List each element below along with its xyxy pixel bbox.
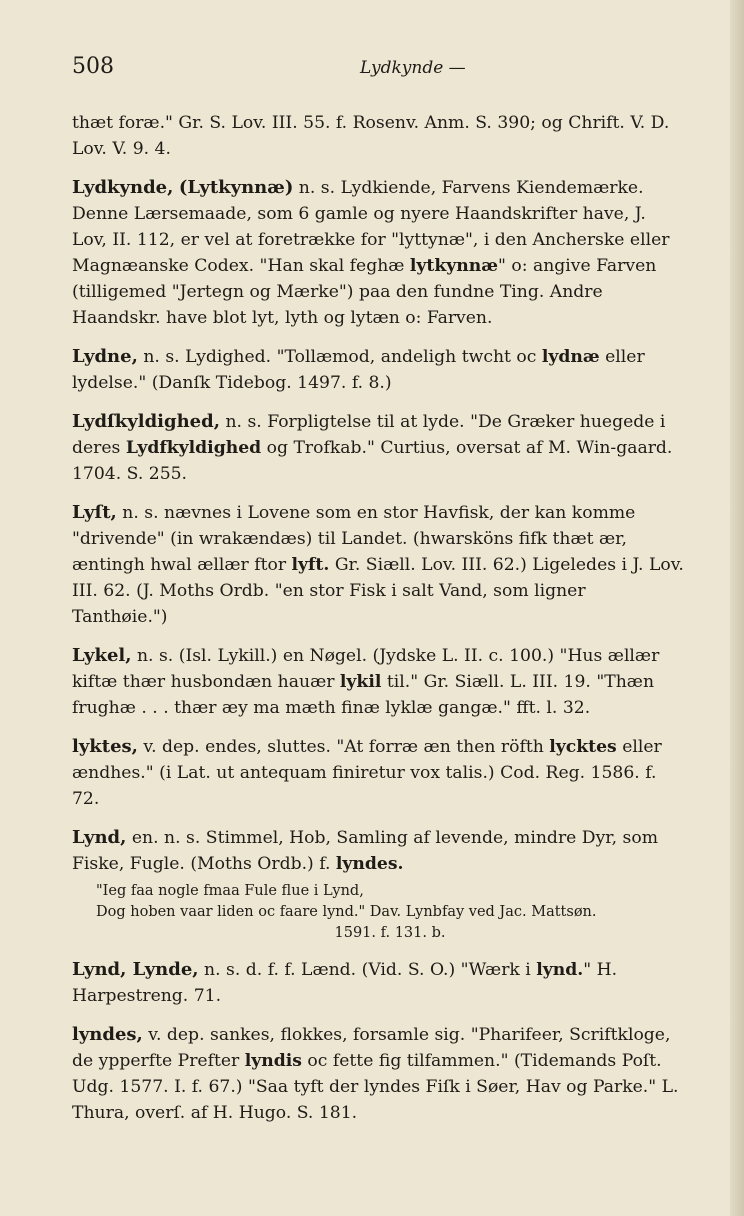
headword: Lynd, (72, 827, 127, 848)
entry-lynd: Lynd, en. n. s. Stimmel, Hob, Samling af levende, mindre Dyr, som Fiske, Fugle. (Moths Ordb.) f. lyndes. (72, 827, 658, 874)
keyword: lyft. (291, 555, 330, 575)
dictionary-column (72, 110, 684, 1139)
keyword: lyndis (244, 1051, 302, 1071)
keyword: lykil (339, 672, 382, 692)
entry-lydkynde: Lydkynde, (Lytkynnæ) n. s. Lydkiende, Farvens Kiendemærke. Denne Lærsemaade, som 6 gamle og nyere Haandskrifter have, J. Lov, II. 112, er vel at foretrække for "lyttynæ", i den Ancherske eller Magnæanske Codex. "Han skal feghæ lytkynnæ" o: angive Farven (tilligemed "Jertegn og Mærke") paa den fundne Ting. Andre Haandskr. have blot lyt, lyth og lytæn o: Farven. (72, 177, 670, 328)
quote-citation: 1591. f. 131. b. (334, 925, 446, 941)
page-edge (730, 0, 744, 1216)
page-number: 508 (72, 54, 114, 79)
page-header (72, 54, 672, 84)
headword: Lynd, Lynde, (72, 959, 199, 980)
headword: Lydkynde, (72, 177, 174, 198)
running-head: Lydkynde — (360, 58, 466, 78)
entry-continuation: thæt foræ." Gr. S. Lov. III. 55. f. Rosenv. Anm. S. 390; og Chrift. V. D. Lov. V. 9. 4. (72, 113, 670, 159)
headword-variant: (Lytkynnæ) (178, 177, 294, 198)
entry-lyst: Lyſt, n. s. nævnes i Lovene som en stor Havfisk, der kan komme "drivende" (in wrakændæs) til Landet. (hwarsköns fifk thæt ær, æntingh hwal ællær ftor lyft. Gr. Siæll. Lov. III. 62.) Ligeledes i J. Lov. III. 62. (J. Moths Ordb. "en stor Fisk i salt Vand, som ligner Tanthøie.") (72, 502, 684, 627)
quote-line: "Ieg faa nogle fmaa Fule flue i Lynd, (96, 883, 364, 899)
keyword: lytkynnæ (409, 256, 499, 276)
entry-lydskyldighed: Lydſkyldighed, n. s. Forpligtelse til at lyde. "De Græker huegede i deres Lydfkyldighed og Trofkab." Curtius, oversat af M. Win-gaard. 1704. S. 255. (72, 411, 673, 484)
headword: Lyſt, (72, 502, 117, 523)
keyword: lynd. (536, 960, 584, 980)
entry-lyktes: lyktes, v. dep. endes, sluttes. "At forræ æn then röfth lycktes eller ændhes." (i Lat. ut antequam finiretur vox talis.) Cod. Reg. 1586. f. 72. (72, 736, 662, 809)
entry-lyndes: lyndes, v. dep. sankes, flokkes, forsamle sig. "Pharifeer, Scriftkloge, de ypperfte Prefter lyndis oc fette fig tilfammen." (Tidemands Poſt. Udg. 1577. I. f. 67.) "Saa tyft der lyndes Fiſk i Søer, Hav og Parke." L. Thura, overſ. af H. Hugo. S. 181. (72, 1024, 679, 1123)
headword: lyktes, (72, 736, 138, 757)
quote-line: Dog hoben vaar liden oc faare lynd." Dav. Lynbfay ved Jac. Mattsøn. (96, 904, 597, 920)
keyword: lydnæ (541, 347, 600, 367)
headword: Lydne, (72, 346, 138, 367)
headword: lyndes, (72, 1024, 143, 1045)
keyword: lyndes. (335, 854, 404, 874)
entry-lykel: Lykel, n. s. (Isl. Lykill.) en Nøgel. (Jydske L. II. c. 100.) "Hus ællær kiftæ thær husbondæn hauær lykil til." Gr. Siæll. L. III. 19. "Thæn frughæ . . . thær æy ma mæth finæ lyklæ gangæ." fft. l. 32. (72, 645, 660, 718)
verse-quote (96, 881, 684, 944)
headword: Lydſkyldighed, (72, 411, 220, 432)
keyword: Lydfkyldighed (125, 438, 262, 458)
entry-lydne: Lydne, n. s. Lydighed. "Tollæmod, andeligh twcht oc lydnæ eller lydelse." (Danſk Tidebog. 1497. f. 8.) (72, 346, 645, 393)
keyword: lycktes (549, 737, 617, 757)
headword: Lykel, (72, 645, 132, 666)
entry-lynd-lynde: Lynd, Lynde, n. s. d. f. f. Lænd. (Vid. S. O.) "Wærk i lynd." H. Harpestreng. 71. (72, 959, 618, 1006)
